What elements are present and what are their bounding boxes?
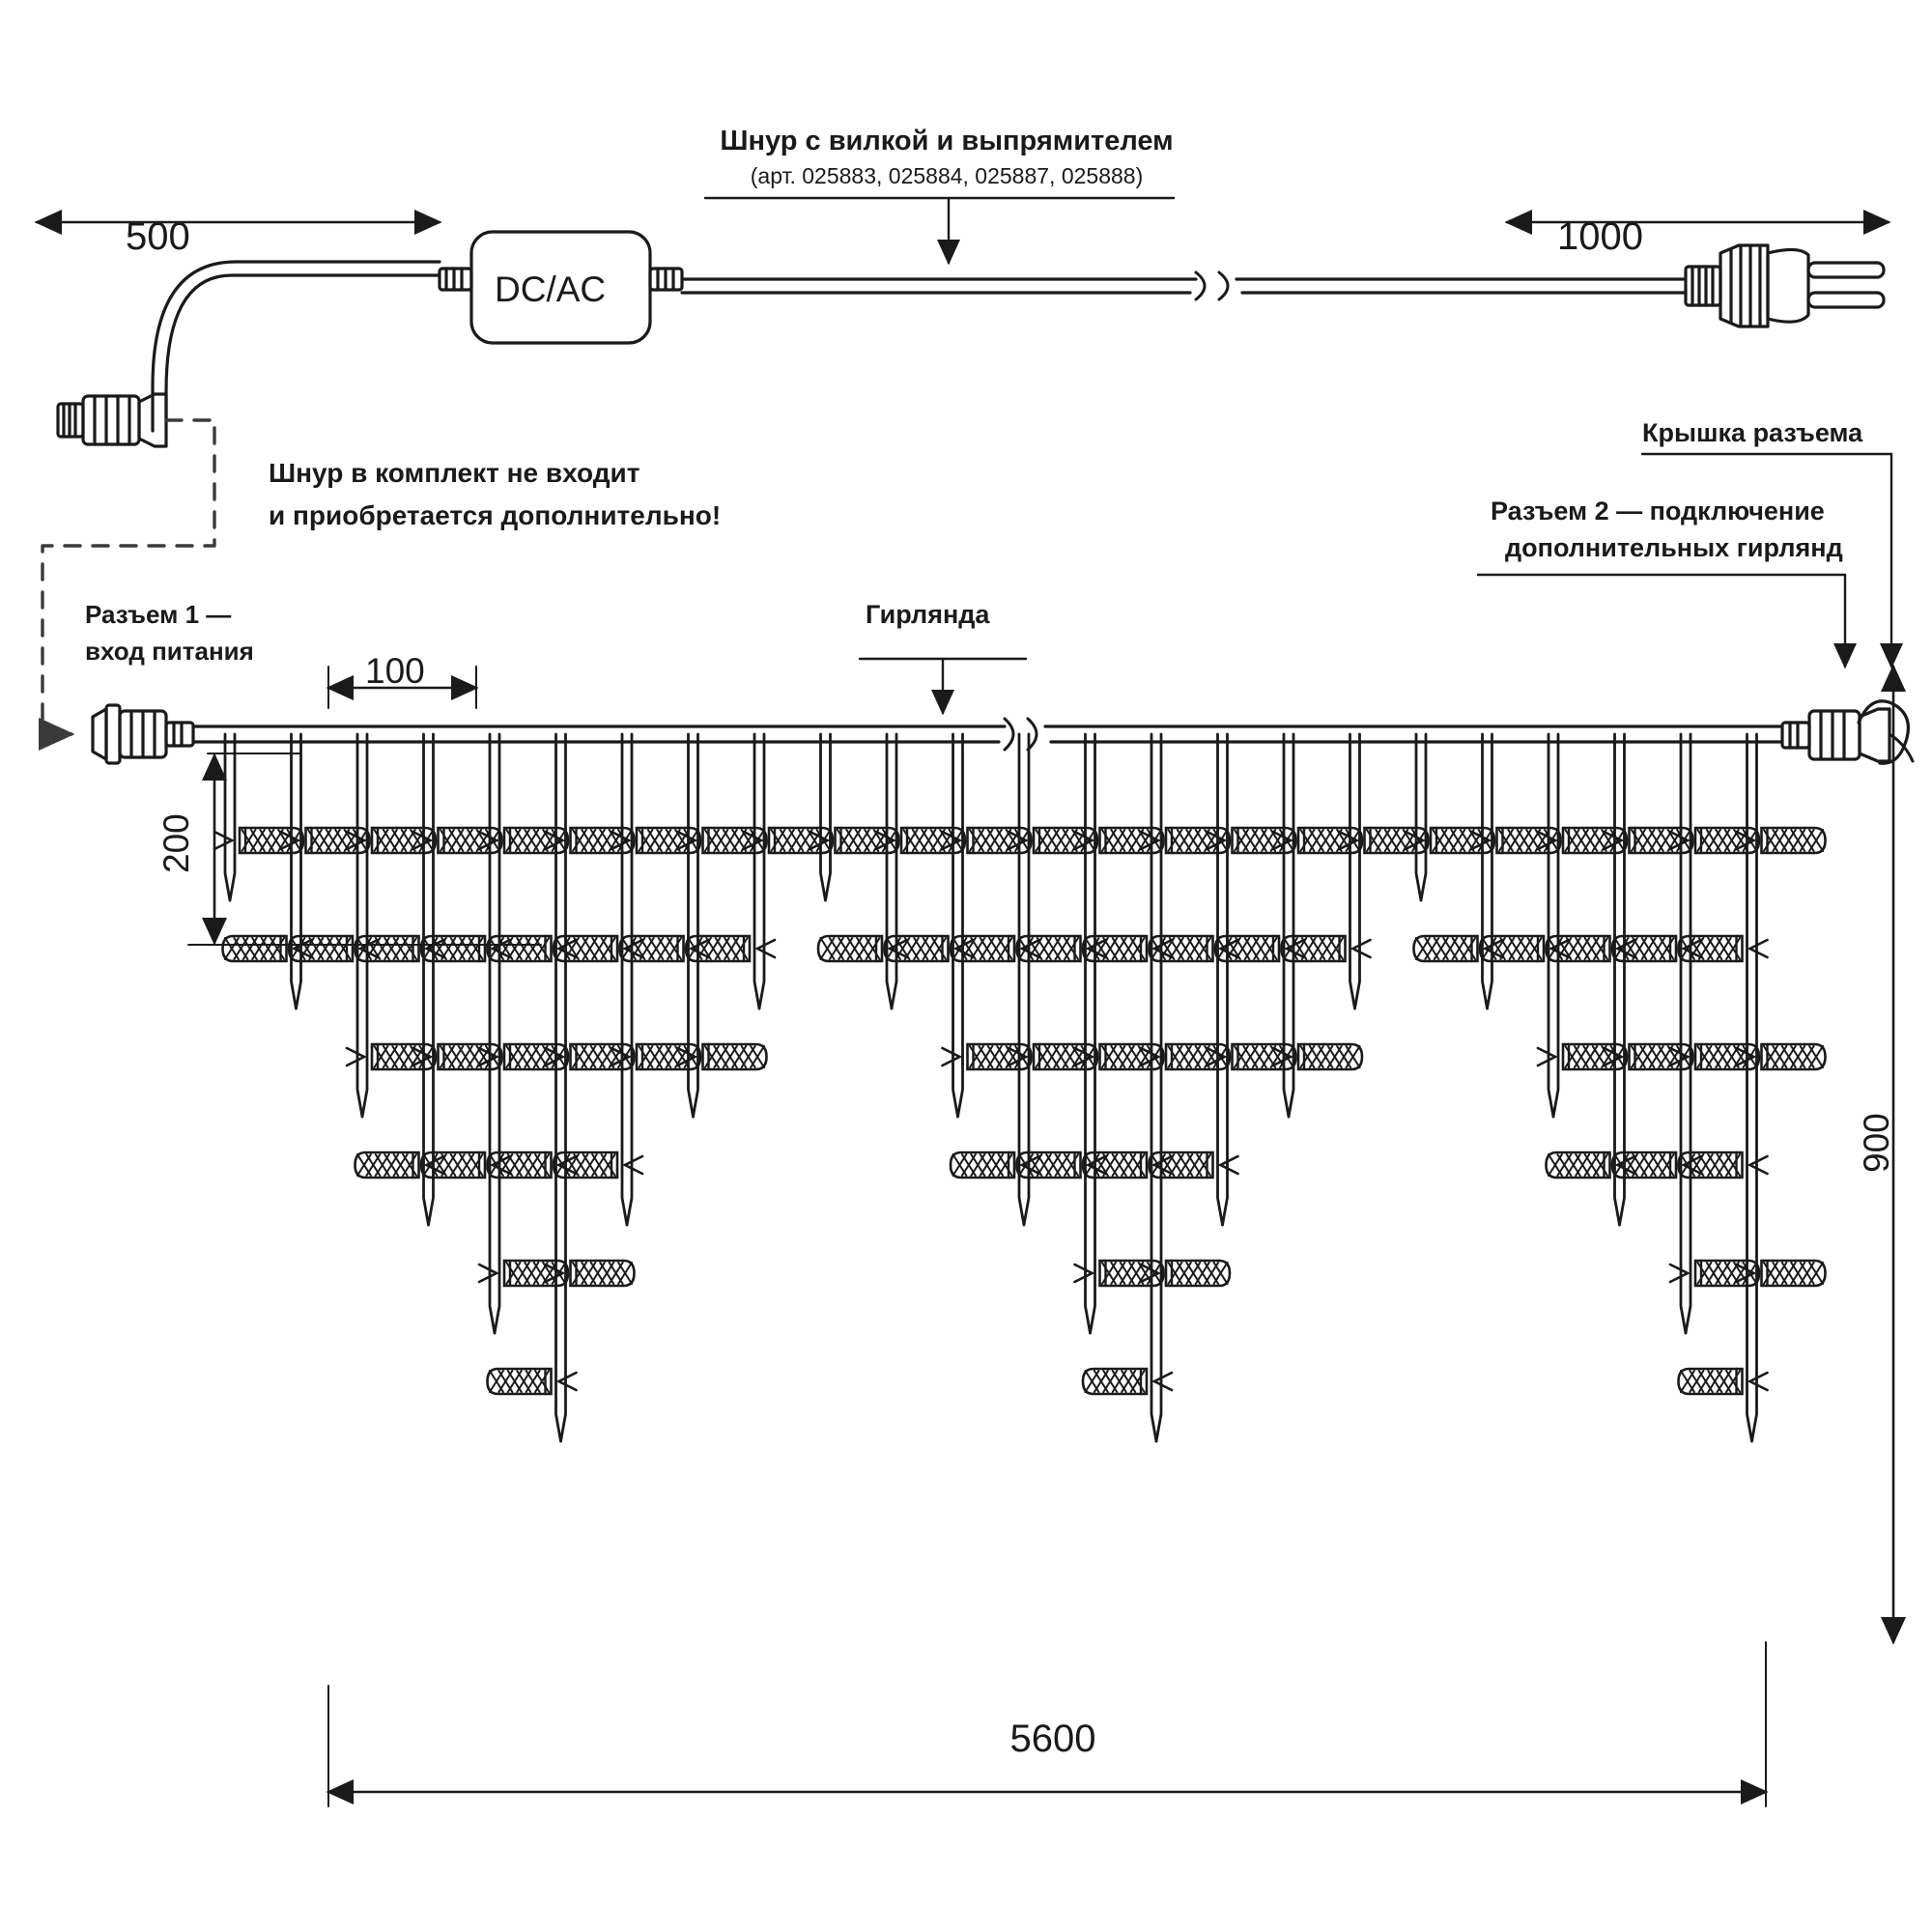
icicle-strand <box>1480 734 1627 1117</box>
icicle-strand <box>1017 734 1164 1333</box>
connector2-line1: Разъем 2 — подключение <box>1491 497 1825 526</box>
dim-900-label: 900 <box>1856 1113 1896 1173</box>
garland-connector-1 <box>93 705 193 763</box>
icicle-strand <box>1414 734 1561 1009</box>
connector1-line2: вход питания <box>85 637 254 666</box>
cord-connector-left <box>58 394 166 446</box>
dim-5600-label: 5600 <box>1009 1718 1096 1760</box>
dim-100-label: 100 <box>365 651 425 691</box>
cap-label: Крышка разъема <box>1642 418 1863 447</box>
icicle-strand <box>1612 734 1759 1333</box>
led-bulb <box>1679 1369 1768 1394</box>
cord-note-line2: и приобретается дополнительно! <box>269 500 722 530</box>
cord-note-line1: Шнур в комплект не входит <box>269 458 640 488</box>
icicle-strand <box>1150 734 1296 1225</box>
cord-subtitle-label: (арт. 025883, 025884, 025887, 025888) <box>750 163 1144 188</box>
led-bulb <box>488 1369 577 1394</box>
dc-ac-label: DC/AC <box>495 270 607 309</box>
connector2-line2: дополнительных гирлянд <box>1505 533 1843 562</box>
icicle-strand <box>421 734 568 1333</box>
icicle-strand <box>289 734 436 1117</box>
icicle-strand <box>818 734 965 1009</box>
icicle-strand <box>885 734 1032 1117</box>
icicle-strand <box>554 734 700 1225</box>
mains-plug <box>1686 245 1884 327</box>
dim-200-label: 200 <box>156 813 196 873</box>
garland-label: Гирлянда <box>866 600 990 629</box>
cord-title-label: Шнур с вилкой и выпрямителем <box>720 126 1174 156</box>
icicle-strand <box>1282 734 1429 1009</box>
callout-connector2 <box>1478 575 1845 667</box>
led-bulb <box>1083 1369 1172 1394</box>
icicle-strand <box>223 734 370 1009</box>
callout-cord <box>705 198 1174 263</box>
dim-500-label: 500 <box>126 215 190 258</box>
dim-1000-label: 1000 <box>1557 215 1643 258</box>
callout-garland <box>860 659 1026 713</box>
icicle-strand <box>686 734 833 1009</box>
connector1-line1: Разъем 1 — <box>85 600 232 629</box>
